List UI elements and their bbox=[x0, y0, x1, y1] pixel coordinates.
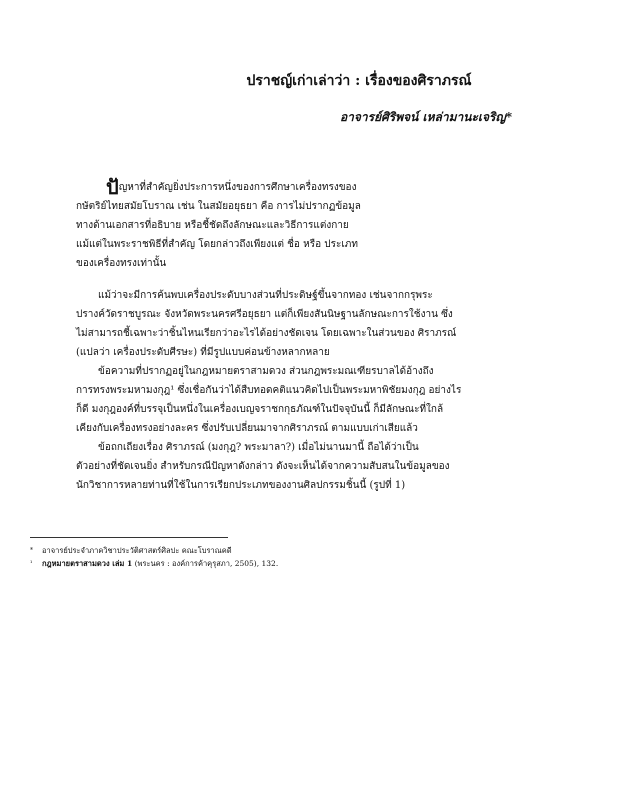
body-line: แม้ว่าจะมีการค้นพบเครื่องประดับบางส่วนที่ประดิษฐ์ขึ้นจากทอง เช่นจากกรุพระ bbox=[98, 290, 433, 301]
body-paragraph-2 bbox=[76, 362, 538, 438]
footnote-mark: ¹ bbox=[30, 560, 33, 567]
body-line: ปรางค์วัดราชบูรณะ จังหวัดพระนครศรีอยุธยา แต่ก็เพียงสันนิษฐานลักษณะการใช้งาน ซึ่ง bbox=[76, 309, 453, 320]
footnote-source-title: กฎหมายตราสามดวง เล่ม 1 bbox=[42, 559, 133, 568]
intro-line: แม้แต่ในพระราชพิธีที่สำคัญ โดยกล่าวถึงเพียงแต่ ชื่อ หรือ ประเภท bbox=[76, 239, 358, 250]
footnote-mark: * bbox=[30, 547, 33, 554]
author-line: อาจารย์ศิริพจน์ เหล่ามานะเจริญ* bbox=[339, 110, 512, 124]
body-line: ข้อถกเถียงเรื่อง ศิราภรณ์ (มงกุฎ? พระมาลา?) เมื่อไม่นานมานี้ ถือได้ว่าเป็น bbox=[98, 442, 419, 453]
body-line: ก็ดี มงกุฎองค์ที่บรรจุเป็นหนึ่งในเครื่องเบญจราชกกุธภัณฑ์ในปัจจุบันนี้ ก็มีลักษณะที่ใกล้ bbox=[76, 404, 444, 415]
body-paragraph-1 bbox=[76, 286, 538, 362]
body-line: ไม่สามารถชี้เฉพาะว่าชิ้นไหนเรียกว่าอะไรได้อย่างชัดเจน โดยเฉพาะในส่วนของ ศิราภรณ์ bbox=[76, 328, 457, 339]
body-line: นักวิชาการหลายท่านที่ใช้ในการเรียกประเภทของงานศิลปกรรมชิ้นนี้ (รูปที่ 1) bbox=[76, 480, 406, 491]
intro-paragraph bbox=[76, 175, 366, 273]
intro-line: กษัตริย์ไทยสมัยโบราณ เช่น ในสมัยอยุธยา คือ การไม่ปรากฏข้อมูล bbox=[76, 201, 361, 212]
body-line: การทรงพระมหามงกุฎ¹ ซึ่งเชื่อกันว่าได้สืบทอดคติแนวคิดไปเป็นพระมหาพิชัยมงกุฎ อย่างไร bbox=[76, 385, 462, 396]
intro-line bbox=[76, 175, 366, 199]
page-title: ปราชญ์เก่าเล่าว่า : เรื่องของศิราภรณ์ bbox=[246, 73, 472, 89]
footnote-text: อาจารย์ประจำภาควิชาประวัติศาสตร์ศิลปะ คณะโบราณคดี bbox=[42, 546, 232, 555]
body-line: เคียงกับเครื่องทรงอย่างละคร ซึ่งปรับเปลี่ยนมาจากศิราภรณ์ ตามแบบเก่าเสียแล้ว bbox=[76, 423, 418, 434]
intro-line: ทางด้านเอกสารที่อธิบาย หรือชี้ชัดถึงลักษณะและวิธีการแต่งกาย bbox=[76, 220, 349, 231]
body-line: (แปลว่า เครื่องประดับศีรษะ) ที่มีรูปแบบค่อนข้างหลากหลาย bbox=[76, 347, 330, 358]
body-paragraph-3 bbox=[76, 438, 538, 495]
footnote-author bbox=[30, 545, 232, 556]
body-line: ข้อความที่ปรากฏอยู่ในกฎหมายตราสามดวง ส่วนกฎพระมณเฑียรบาลได้อ้างถึง bbox=[98, 366, 434, 377]
intro-line-text: ญหาที่สำคัญยิ่งประการหนึ่งของการศึกษาเครื่องทรงของ bbox=[118, 182, 357, 193]
drop-cap: ปั bbox=[106, 175, 119, 199]
footnote-1 bbox=[30, 558, 278, 569]
intro-line: ของเครื่องทรงเท่านั้น bbox=[76, 258, 167, 269]
footnote-separator bbox=[30, 537, 228, 538]
footnote-text: (พระนคร : องค์การค้าคุรุสภา, 2505), 132. bbox=[132, 559, 279, 568]
body-line: ตัวอย่างที่ชัดเจนยิ่ง สำหรับกรณีปัญหาดังกล่าว ดังจะเห็นได้จากความสับสนในข้อมูลของ bbox=[76, 461, 450, 472]
